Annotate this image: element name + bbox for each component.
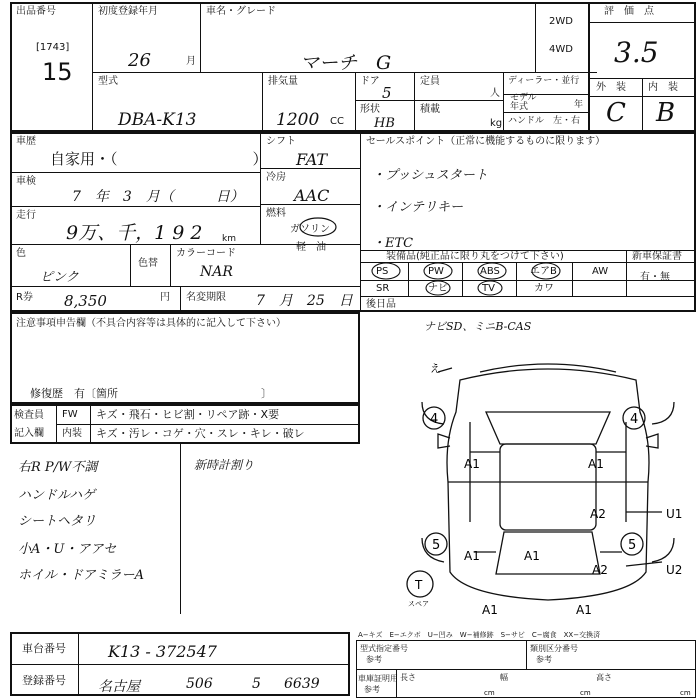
mileage-value: 9万、千，1 9 2 [66, 222, 203, 244]
repair-label: 修復歴 有〔箇所 〕 [30, 387, 272, 400]
history-label: 車歴 [16, 136, 36, 147]
width-label: 幅 [500, 673, 508, 682]
inspector-label-1: 検査員 [14, 410, 44, 421]
color-code-label: カラーコード [176, 248, 236, 259]
ac-label: 冷房 [266, 172, 286, 183]
plate-class: 506 [186, 676, 213, 692]
diag-left-rear: A1 [464, 549, 480, 563]
rear-label: 後日品 [366, 299, 396, 310]
diag-top: え [430, 362, 441, 375]
note-3: シートヘタリ [18, 514, 97, 529]
chassis-label: 車台番号 [22, 642, 66, 655]
int-label: 内装 [62, 428, 82, 439]
mileage-label: 走行 [16, 210, 36, 221]
capacity-unit: 人 [490, 88, 500, 99]
diag-spare: T [415, 578, 423, 592]
shape-value: HB [374, 116, 395, 131]
fw-text: キズ・飛石・ヒビ割・リペア跡・X要 [96, 408, 280, 421]
color-change-label: 色替 [138, 258, 158, 269]
lot-number: 15 [42, 58, 73, 86]
equip-airbag: エアB [530, 266, 557, 277]
diag-bottom-right: A1 [576, 603, 592, 617]
car-name-value: マーチ G [300, 52, 392, 74]
plate-num: 6639 [284, 676, 320, 692]
doors-value: 5 [382, 84, 392, 102]
car-damage-diagram [400, 352, 696, 624]
first-reg-label: 初度登録年月 [98, 6, 158, 17]
diag-u1: U1 [666, 507, 683, 521]
class-label: 類別区分番号 [530, 644, 578, 653]
mileage-unit: km [222, 234, 236, 244]
cert-ref: 参考 [366, 655, 382, 664]
height-label: 高さ [596, 673, 612, 682]
dealer-label: ディーラー・並行 [508, 76, 580, 86]
gasoline-circle [298, 216, 338, 238]
drive-2wd: 2WD [549, 16, 573, 27]
note-5: ホイル・ドアミラーA [18, 568, 144, 583]
history-value: 自家用・（ ） [50, 150, 268, 168]
handle-label: ハンドル 左・右 [508, 116, 581, 126]
inspector-label-2: 記入欄 [14, 428, 44, 439]
sales-point-2: ・インテリキー [372, 200, 464, 215]
doc-label: 車庫証明用 [358, 674, 398, 683]
equip-navi: ナビ [428, 283, 448, 294]
exterior-label: 外 装 [596, 82, 626, 93]
model-year-label: モデル [510, 93, 537, 103]
plate-city: 名古屋 [98, 679, 140, 695]
color-label: 色 [16, 248, 26, 259]
score-value: 3.5 [614, 36, 659, 69]
diag-spare-label: スペア [408, 600, 429, 608]
capacity-label: 定員 [420, 76, 440, 87]
interior-label: 内 装 [648, 82, 678, 93]
shift-label: シフト [266, 136, 296, 147]
plate-label: 登録番号 [22, 674, 66, 687]
r-value: 8,350 [64, 292, 107, 310]
equip-abs: ABS [480, 266, 500, 277]
diag-u2: U2 [666, 563, 683, 577]
note-4: 小A・U・アアセ [18, 542, 117, 557]
rear-value: ナビSD、ミニB-CAS [424, 320, 532, 333]
ac-value: AAC [294, 186, 330, 205]
exterior-value: C [606, 98, 626, 128]
warranty-value: 有・無 [640, 272, 670, 283]
fw-label: FW [62, 409, 78, 420]
sales-point-1: ・プッシュスタート [372, 168, 488, 183]
diag-right-rear2: A2 [592, 563, 608, 577]
model-year-label2: 年式 [510, 102, 529, 112]
sales-point-3: ・ETC [372, 236, 414, 251]
notes-label: 注意事項申告欄（不具合内容等は具体的に記入して下さい） [16, 318, 286, 329]
model-label: 型式 [98, 76, 118, 87]
diag-center-rear: A1 [524, 549, 540, 563]
inspection-value: 7 年 3 月（ 日） [72, 189, 244, 205]
sales-label: セールスポイント（正常に機能するものに限ります） [366, 136, 606, 147]
diag-right-mid: A2 [590, 507, 606, 521]
inspection-label: 車検 [16, 176, 36, 187]
lot-label: 出品番号 [16, 6, 56, 17]
length-label: 長さ [400, 673, 416, 682]
diag-bottom-left: A1 [482, 603, 498, 617]
r-label: R券 [16, 292, 33, 303]
cm-3: cm [680, 689, 691, 697]
int-text: キズ・汚レ・コゲ・穴・スレ・キレ・破レ [96, 427, 305, 440]
equip-ps: PS [376, 266, 389, 277]
yen-unit: 円 [160, 292, 170, 303]
month-unit: 月 [186, 56, 196, 67]
lot-code: [1743] [36, 42, 70, 53]
displacement-label: 排気量 [268, 76, 298, 87]
year-unit: 年 [574, 100, 584, 110]
color-code-value: NAR [200, 264, 233, 280]
interior-value: B [656, 98, 676, 128]
diag-left-rear-wheel: 5 [432, 538, 441, 553]
load-unit: kg [490, 118, 503, 129]
shift-value: FAT [296, 150, 328, 169]
cert-label: 型式指定番号 [360, 644, 408, 653]
color-value: ピンク [40, 270, 79, 285]
warranty-label: 新車保証書 [632, 251, 682, 262]
equipment-label: 装備品(純正品に限り丸をつけて下さい) [386, 251, 564, 262]
score-label: 評 価 点 [604, 6, 654, 17]
fuel-light-oil: 軽 油 [296, 242, 326, 253]
diag-left-door: A1 [464, 457, 480, 471]
equip-pw: PW [428, 266, 444, 277]
diag-right-front: 4 [630, 412, 639, 427]
diag-right-rear-wheel: 5 [628, 538, 637, 553]
first-reg-value: 26 [128, 50, 151, 71]
equip-sr: SR [376, 283, 390, 294]
chassis-value: K13 - 372547 [108, 642, 217, 661]
diag-right-door: A1 [588, 457, 604, 471]
name-change-value: 7 月 25 日 [256, 293, 353, 309]
drive-4wd: 4WD [549, 44, 573, 55]
shape-label: 形状 [360, 104, 380, 115]
equipment-circles [360, 262, 590, 296]
model-value: DBA-K13 [118, 110, 197, 130]
equip-tv: TV [482, 283, 495, 294]
fuel-gasoline: ガソリン [290, 224, 330, 235]
note-1: 右R P/W不調 [18, 460, 98, 475]
cm-1: cm [484, 689, 495, 697]
note-2: ハンドルハゲ [18, 488, 96, 503]
car-name-label: 車名・グレード [206, 6, 276, 17]
equip-leather: カワ [534, 283, 554, 294]
equip-aw: AW [592, 266, 609, 277]
cm-2: cm [580, 689, 591, 697]
doc-ref: 参考 [364, 685, 380, 694]
note-right: 新時計割り [194, 458, 255, 472]
doors-label: ドア [360, 76, 380, 87]
displacement-value: 1200 [276, 110, 320, 130]
legend: A−キズ E−エクボ U−凹み W−補修跡 S−サビ C−腐食 XX−交換済 [358, 631, 601, 639]
diag-left-front: 4 [430, 412, 439, 427]
name-change-label: 名変期限 [186, 292, 226, 303]
fuel-label: 燃料 [266, 208, 286, 219]
class-ref: 参考 [536, 655, 552, 664]
plate-kana: 5 [252, 676, 261, 692]
load-label: 積載 [420, 104, 440, 115]
displacement-unit: CC [330, 116, 344, 127]
